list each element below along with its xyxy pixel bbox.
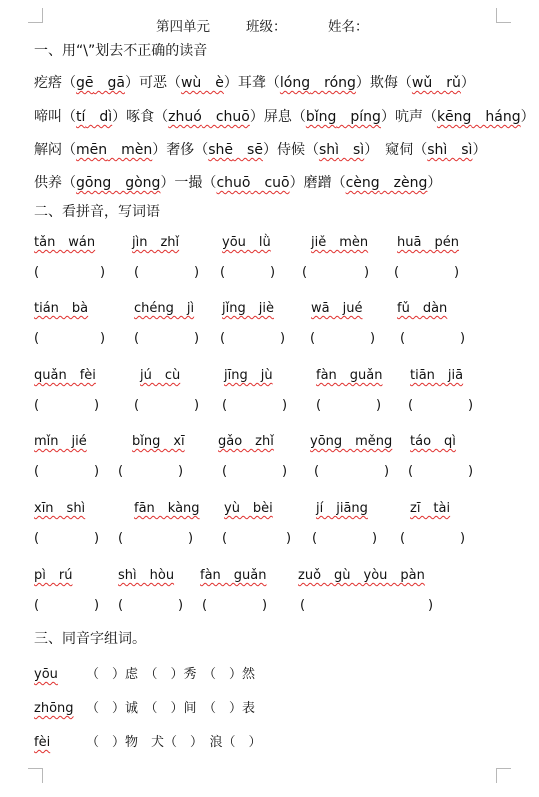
name-label: 姓名： <box>328 19 369 35</box>
pinyin-option: sì <box>447 142 473 158</box>
pinyin-option: gē <box>76 75 94 91</box>
answer-bracket-open[interactable]: ( <box>314 464 320 479</box>
answer-bracket-open[interactable]: ( <box>408 398 414 413</box>
word-text: ） <box>427 175 442 191</box>
homophone-blanks[interactable]: （ ）物 犬（ ） 浪（ ） <box>86 735 262 750</box>
answer-bracket-open[interactable]: ( <box>408 464 414 479</box>
pinyin-option: zhuó <box>168 109 202 125</box>
answer-bracket-open[interactable]: ( <box>134 331 140 346</box>
answer-bracket-close[interactable]: ) <box>94 464 100 479</box>
answer-bracket-open[interactable]: ( <box>302 265 308 280</box>
pinyin-option: gòng <box>111 175 161 191</box>
pinyin-word: gǎo zhǐ <box>218 434 274 449</box>
pinyin-option: gōng <box>76 175 112 191</box>
pinyin-option: bǐng <box>305 109 337 125</box>
answer-bracket-open[interactable]: ( <box>34 598 40 613</box>
pinyin-word: yōu lǜ <box>222 235 271 250</box>
pinyin-word: zuǒ gù yòu pàn <box>298 568 425 583</box>
answer-bracket-open[interactable]: ( <box>34 398 40 413</box>
answer-bracket-close[interactable]: ) <box>194 331 200 346</box>
answer-bracket-open[interactable]: ( <box>222 531 228 546</box>
pinyin-option: wǔ <box>411 75 433 91</box>
pinyin-option: háng <box>471 109 521 125</box>
pinyin-word: tiān jiā <box>410 368 464 383</box>
answer-bracket-open[interactable]: ( <box>316 398 322 413</box>
section1-line <box>34 141 486 159</box>
word-text: 解闷（ <box>34 142 76 158</box>
answer-bracket-close[interactable]: ) <box>194 265 200 280</box>
answer-bracket-close[interactable]: ) <box>194 398 200 413</box>
pinyin-option: kēng <box>436 109 472 125</box>
homophone-row <box>34 663 255 682</box>
homophone-blanks[interactable]: （ ）虑 （ ）秀 （ ）然 <box>86 667 256 682</box>
pinyin-word: fàn guǎn <box>316 368 383 383</box>
answer-bracket-open[interactable]: ( <box>118 531 124 546</box>
pinyin-word: bǐng xī <box>132 434 185 449</box>
pinyin-word: huā pén <box>397 235 459 250</box>
answer-bracket-close[interactable]: ) <box>282 398 288 413</box>
answer-bracket-open[interactable]: ( <box>394 265 400 280</box>
word-text: ）吭声（ <box>380 109 437 125</box>
pinyin-word: pì rú <box>34 568 73 583</box>
word-text: ）欺侮（ <box>355 75 412 91</box>
pinyin-option: è <box>201 75 224 91</box>
answer-bracket-open[interactable]: ( <box>34 531 40 546</box>
section3-title: 三、同音字组词。 <box>34 631 146 647</box>
answer-bracket-open[interactable]: ( <box>222 464 228 479</box>
class-label: 班级： <box>246 19 287 35</box>
answer-bracket-open[interactable]: ( <box>400 531 406 546</box>
answer-bracket-open[interactable]: ( <box>118 464 124 479</box>
pinyin-word: fàn guǎn <box>200 568 267 583</box>
page-corner-mark <box>28 8 43 23</box>
word-text: ） <box>520 109 535 125</box>
pinyin-word: wā jué <box>311 301 363 316</box>
pinyin-option: cèng <box>345 175 380 191</box>
answer-bracket-open[interactable]: ( <box>134 398 140 413</box>
pinyin-option: róng <box>310 75 356 91</box>
word-text: ）奢侈（ <box>152 142 209 158</box>
page-corner-mark <box>28 768 43 783</box>
answer-bracket-open[interactable]: ( <box>34 265 40 280</box>
answer-bracket-open[interactable]: ( <box>222 398 228 413</box>
unit-title: 第四单元 <box>156 19 210 35</box>
pinyin-option: sē <box>233 142 263 158</box>
homophone-pinyin: fèi <box>34 735 51 750</box>
answer-bracket-close[interactable]: ) <box>100 265 106 280</box>
homophone-row <box>34 731 262 750</box>
section1-line <box>34 108 535 126</box>
pinyin-option: shē <box>208 142 234 158</box>
pinyin-word: tǎn wán <box>34 235 96 250</box>
pinyin-word: jǐng jiè <box>222 301 274 316</box>
answer-bracket-open[interactable]: ( <box>34 464 40 479</box>
answer-bracket-open[interactable]: ( <box>220 331 226 346</box>
answer-bracket-open[interactable]: ( <box>310 331 316 346</box>
answer-bracket-open[interactable]: ( <box>118 598 124 613</box>
section1-line <box>34 174 441 192</box>
homophone-pinyin: yōu <box>34 667 58 682</box>
answer-bracket-close[interactable]: ) <box>460 331 466 346</box>
answer-bracket-close[interactable]: ) <box>280 331 286 346</box>
answer-bracket-close[interactable]: ) <box>178 464 184 479</box>
pinyin-word: jīng jù <box>224 368 273 383</box>
pinyin-option: wù <box>180 75 202 91</box>
answer-bracket-close[interactable]: ) <box>270 265 276 280</box>
word-text: 啼叫（ <box>34 109 76 125</box>
pinyin-option: dì <box>85 109 113 125</box>
page-corner-mark <box>496 8 511 23</box>
answer-bracket-close[interactable]: ) <box>370 331 376 346</box>
word-text: ） <box>472 142 487 158</box>
answer-bracket-close[interactable]: ) <box>454 265 460 280</box>
word-text: ）屏息（ <box>249 109 306 125</box>
answer-bracket-close[interactable]: ) <box>282 464 288 479</box>
answer-bracket-close[interactable]: ) <box>460 531 466 546</box>
answer-bracket-open[interactable]: ( <box>220 265 226 280</box>
word-text: ）磨蹭（ <box>289 175 346 191</box>
homophone-pinyin: zhōng <box>34 701 74 716</box>
pinyin-word: jí jiāng <box>316 501 368 516</box>
pinyin-option: mēn <box>76 142 108 158</box>
answer-bracket-close[interactable]: ) <box>468 464 474 479</box>
word-text: ）啄食（ <box>112 109 169 125</box>
answer-bracket-close[interactable]: ) <box>94 598 100 613</box>
word-text: ）侍候（ <box>262 142 319 158</box>
pinyin-option: mèn <box>107 142 153 158</box>
pinyin-word: xīn shì <box>34 501 86 516</box>
pinyin-word: jú cù <box>140 368 181 383</box>
pinyin-option: shì <box>318 142 340 158</box>
pinyin-word: yōng měng <box>310 434 393 449</box>
pinyin-option: gā <box>93 75 125 91</box>
pinyin-word: shì hòu <box>118 568 175 583</box>
pinyin-option: rǔ <box>432 75 461 91</box>
word-text: 疙瘩（ <box>34 75 76 91</box>
page-corner-mark <box>496 768 511 783</box>
answer-bracket-close[interactable]: ) <box>468 398 474 413</box>
homophone-blanks[interactable]: （ ）诚 （ ）间 （ ）表 <box>86 701 256 716</box>
answer-bracket-close[interactable]: ) <box>94 531 100 546</box>
pinyin-word: táo qì <box>410 434 456 449</box>
pinyin-word: jìn zhǐ <box>132 235 180 250</box>
answer-bracket-close[interactable]: ) <box>384 464 390 479</box>
pinyin-word: zī tài <box>410 501 451 516</box>
answer-bracket-open[interactable]: ( <box>34 331 40 346</box>
answer-bracket-close[interactable]: ) <box>376 398 382 413</box>
word-text: ） 窥伺（ <box>364 142 428 158</box>
answer-bracket-close[interactable]: ) <box>188 531 194 546</box>
answer-bracket-close[interactable]: ) <box>428 598 434 613</box>
pinyin-word: fān kàng <box>134 501 200 516</box>
word-text: ）可恶（ <box>124 75 181 91</box>
pinyin-word: chéng jì <box>134 301 195 316</box>
pinyin-word: tián bà <box>34 301 89 316</box>
pinyin-option: shì <box>427 142 448 158</box>
word-text: 供养（ <box>34 175 76 191</box>
pinyin-option: chuō <box>201 109 250 125</box>
section1-line <box>34 74 475 92</box>
answer-bracket-open[interactable]: ( <box>312 531 318 546</box>
pinyin-option: chuō <box>216 175 251 191</box>
answer-bracket-close[interactable]: ) <box>262 598 268 613</box>
pinyin-word: fǔ dàn <box>397 301 448 316</box>
answer-bracket-open[interactable]: ( <box>400 331 406 346</box>
section2-title: 二、看拼音，写词语 <box>34 204 160 220</box>
pinyin-word: jiě mèn <box>311 235 369 250</box>
pinyin-option: sì <box>339 142 365 158</box>
answer-bracket-close[interactable]: ) <box>364 265 370 280</box>
section1-title: 一、用“\”划去不正确的读音 <box>34 43 208 59</box>
answer-bracket-close[interactable]: ) <box>178 598 184 613</box>
answer-bracket-open[interactable]: ( <box>134 265 140 280</box>
homophone-row <box>34 697 255 716</box>
word-text: ）一撮（ <box>160 175 217 191</box>
pinyin-option: cuō <box>250 175 290 191</box>
word-text: ） <box>460 75 475 91</box>
answer-bracket-open[interactable]: ( <box>202 598 208 613</box>
pinyin-word: quǎn fèi <box>34 368 96 383</box>
word-text: ）耳聋（ <box>223 75 280 91</box>
pinyin-word: yù bèi <box>224 501 273 516</box>
answer-bracket-open[interactable]: ( <box>300 598 306 613</box>
answer-bracket-close[interactable]: ) <box>94 398 100 413</box>
pinyin-word: mǐn jié <box>34 434 87 449</box>
pinyin-option: píng <box>336 109 381 125</box>
pinyin-option: lóng <box>279 75 311 91</box>
answer-bracket-close[interactable]: ) <box>286 531 292 546</box>
pinyin-option: tí <box>76 109 86 125</box>
pinyin-option: zèng <box>379 175 428 191</box>
answer-bracket-close[interactable]: ) <box>100 331 106 346</box>
answer-bracket-close[interactable]: ) <box>372 531 378 546</box>
